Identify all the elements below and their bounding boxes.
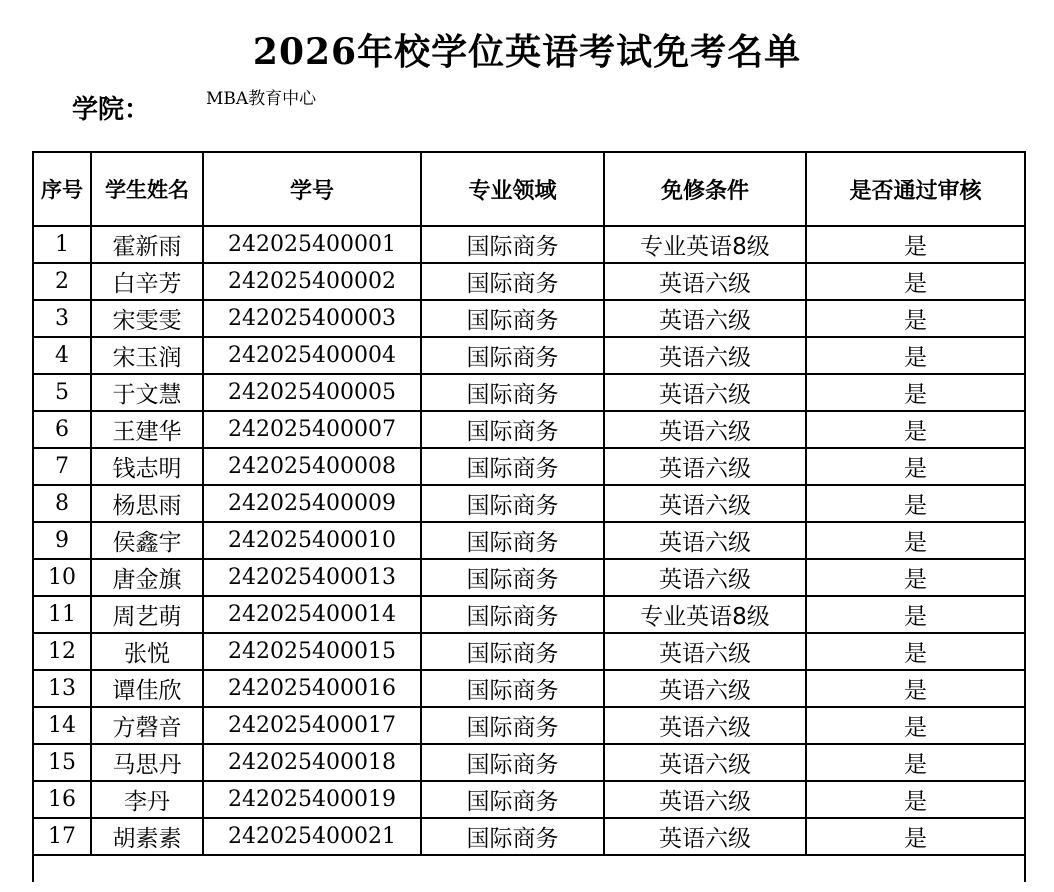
cell-name: 谭佳欣 xyxy=(91,670,203,707)
cell-condition: 英语六级 xyxy=(604,263,806,300)
cell-student-id: 242025400009 xyxy=(203,485,421,522)
cell-field: 国际商务 xyxy=(421,707,604,744)
table-row xyxy=(33,300,1025,337)
cell-seq: 2 xyxy=(33,263,91,300)
cell-condition: 英语六级 xyxy=(604,559,806,596)
blank-row xyxy=(33,855,1025,882)
header-condition: 免修条件 xyxy=(604,152,806,226)
header-approved: 是否通过审核 xyxy=(806,152,1025,226)
cell-seq: 11 xyxy=(33,596,91,633)
cell-approved: 是 xyxy=(806,633,1025,670)
cell-approved: 是 xyxy=(806,707,1025,744)
cell-condition: 英语六级 xyxy=(604,818,806,855)
blank-cell xyxy=(33,855,1025,882)
cell-name: 于文慧 xyxy=(91,374,203,411)
cell-field: 国际商务 xyxy=(421,596,604,633)
cell-seq: 7 xyxy=(33,448,91,485)
cell-name: 王建华 xyxy=(91,411,203,448)
cell-name: 宋雯雯 xyxy=(91,300,203,337)
table-row xyxy=(33,781,1025,818)
cell-approved: 是 xyxy=(806,226,1025,263)
cell-name: 唐金旗 xyxy=(91,559,203,596)
cell-student-id: 242025400008 xyxy=(203,448,421,485)
cell-seq: 4 xyxy=(33,337,91,374)
cell-approved: 是 xyxy=(806,781,1025,818)
cell-field: 国际商务 xyxy=(421,226,604,263)
cell-condition: 英语六级 xyxy=(604,485,806,522)
document-title: 2026年校学位英语考试免考名单 xyxy=(252,31,802,73)
cell-approved: 是 xyxy=(806,596,1025,633)
cell-student-id: 242025400004 xyxy=(203,337,421,374)
cell-field: 国际商务 xyxy=(421,559,604,596)
table-row xyxy=(33,411,1025,448)
cell-field: 国际商务 xyxy=(421,670,604,707)
table-row xyxy=(33,374,1025,411)
cell-field: 国际商务 xyxy=(421,485,604,522)
table-row xyxy=(33,670,1025,707)
cell-approved: 是 xyxy=(806,522,1025,559)
cell-seq: 16 xyxy=(33,781,91,818)
cell-student-id: 242025400013 xyxy=(203,559,421,596)
table-header xyxy=(33,152,1025,226)
cell-student-id: 242025400014 xyxy=(203,596,421,633)
cell-seq: 15 xyxy=(33,744,91,781)
cell-field: 国际商务 xyxy=(421,781,604,818)
cell-seq: 17 xyxy=(33,818,91,855)
cell-condition: 专业英语8级 xyxy=(604,596,806,633)
cell-condition: 英语六级 xyxy=(604,411,806,448)
cell-student-id: 242025400015 xyxy=(203,633,421,670)
cell-field: 国际商务 xyxy=(421,633,604,670)
table-row xyxy=(33,337,1025,374)
cell-student-id: 242025400003 xyxy=(203,300,421,337)
cell-name: 周艺萌 xyxy=(91,596,203,633)
cell-condition: 英语六级 xyxy=(604,744,806,781)
cell-approved: 是 xyxy=(806,337,1025,374)
cell-field: 国际商务 xyxy=(421,374,604,411)
cell-field: 国际商务 xyxy=(421,411,604,448)
cell-student-id: 242025400019 xyxy=(203,781,421,818)
table-row xyxy=(33,707,1025,744)
cell-seq: 13 xyxy=(33,670,91,707)
cell-seq: 12 xyxy=(33,633,91,670)
cell-field: 国际商务 xyxy=(421,818,604,855)
cell-approved: 是 xyxy=(806,818,1025,855)
header-field: 专业领域 xyxy=(421,152,604,226)
cell-name: 张悦 xyxy=(91,633,203,670)
cell-name: 侯鑫宇 xyxy=(91,522,203,559)
cell-seq: 14 xyxy=(33,707,91,744)
cell-field: 国际商务 xyxy=(421,522,604,559)
cell-student-id: 242025400021 xyxy=(203,818,421,855)
table-row xyxy=(33,633,1025,670)
cell-condition: 英语六级 xyxy=(604,633,806,670)
cell-seq: 3 xyxy=(33,300,91,337)
cell-student-id: 242025400016 xyxy=(203,670,421,707)
cell-name: 宋玉润 xyxy=(91,337,203,374)
header-seq: 序号 xyxy=(33,152,91,226)
cell-condition: 专业英语8级 xyxy=(604,226,806,263)
cell-approved: 是 xyxy=(806,411,1025,448)
cell-name: 白辛芳 xyxy=(91,263,203,300)
cell-seq: 5 xyxy=(33,374,91,411)
table-body xyxy=(33,226,1025,882)
cell-approved: 是 xyxy=(806,448,1025,485)
cell-student-id: 242025400002 xyxy=(203,263,421,300)
cell-field: 国际商务 xyxy=(421,337,604,374)
cell-condition: 英语六级 xyxy=(604,670,806,707)
cell-student-id: 242025400001 xyxy=(203,226,421,263)
exemption-table xyxy=(32,151,1026,882)
table-row xyxy=(33,744,1025,781)
cell-field: 国际商务 xyxy=(421,744,604,781)
cell-name: 胡素素 xyxy=(91,818,203,855)
cell-condition: 英语六级 xyxy=(604,300,806,337)
cell-student-id: 242025400005 xyxy=(203,374,421,411)
cell-seq: 10 xyxy=(33,559,91,596)
cell-field: 国际商务 xyxy=(421,300,604,337)
cell-approved: 是 xyxy=(806,670,1025,707)
cell-approved: 是 xyxy=(806,744,1025,781)
cell-name: 方磬音 xyxy=(91,707,203,744)
cell-approved: 是 xyxy=(806,559,1025,596)
header-student-id: 学号 xyxy=(203,152,421,226)
header-row xyxy=(33,152,1025,226)
cell-student-id: 242025400018 xyxy=(203,744,421,781)
table-row xyxy=(33,226,1025,263)
college-label: 学院： xyxy=(72,95,151,125)
college-value: MBA教育中心 xyxy=(206,89,317,109)
cell-condition: 英语六级 xyxy=(604,374,806,411)
cell-field: 国际商务 xyxy=(421,448,604,485)
header-name: 学生姓名 xyxy=(91,152,203,226)
table-row xyxy=(33,448,1025,485)
cell-name: 钱志明 xyxy=(91,448,203,485)
cell-name: 马思丹 xyxy=(91,744,203,781)
table-row xyxy=(33,559,1025,596)
cell-condition: 英语六级 xyxy=(604,337,806,374)
table-row xyxy=(33,818,1025,855)
cell-condition: 英语六级 xyxy=(604,781,806,818)
table-row xyxy=(33,263,1025,300)
cell-seq: 9 xyxy=(33,522,91,559)
cell-approved: 是 xyxy=(806,300,1025,337)
table-row xyxy=(33,485,1025,522)
cell-student-id: 242025400010 xyxy=(203,522,421,559)
cell-approved: 是 xyxy=(806,263,1025,300)
cell-student-id: 242025400007 xyxy=(203,411,421,448)
cell-student-id: 242025400017 xyxy=(203,707,421,744)
cell-seq: 6 xyxy=(33,411,91,448)
cell-field: 国际商务 xyxy=(421,263,604,300)
cell-name: 杨思雨 xyxy=(91,485,203,522)
cell-condition: 英语六级 xyxy=(604,448,806,485)
cell-name: 李丹 xyxy=(91,781,203,818)
cell-name: 霍新雨 xyxy=(91,226,203,263)
table-row xyxy=(33,522,1025,559)
cell-approved: 是 xyxy=(806,485,1025,522)
cell-seq: 1 xyxy=(33,226,91,263)
cell-seq: 8 xyxy=(33,485,91,522)
cell-condition: 英语六级 xyxy=(604,707,806,744)
cell-approved: 是 xyxy=(806,374,1025,411)
cell-condition: 英语六级 xyxy=(604,522,806,559)
table-row xyxy=(33,596,1025,633)
